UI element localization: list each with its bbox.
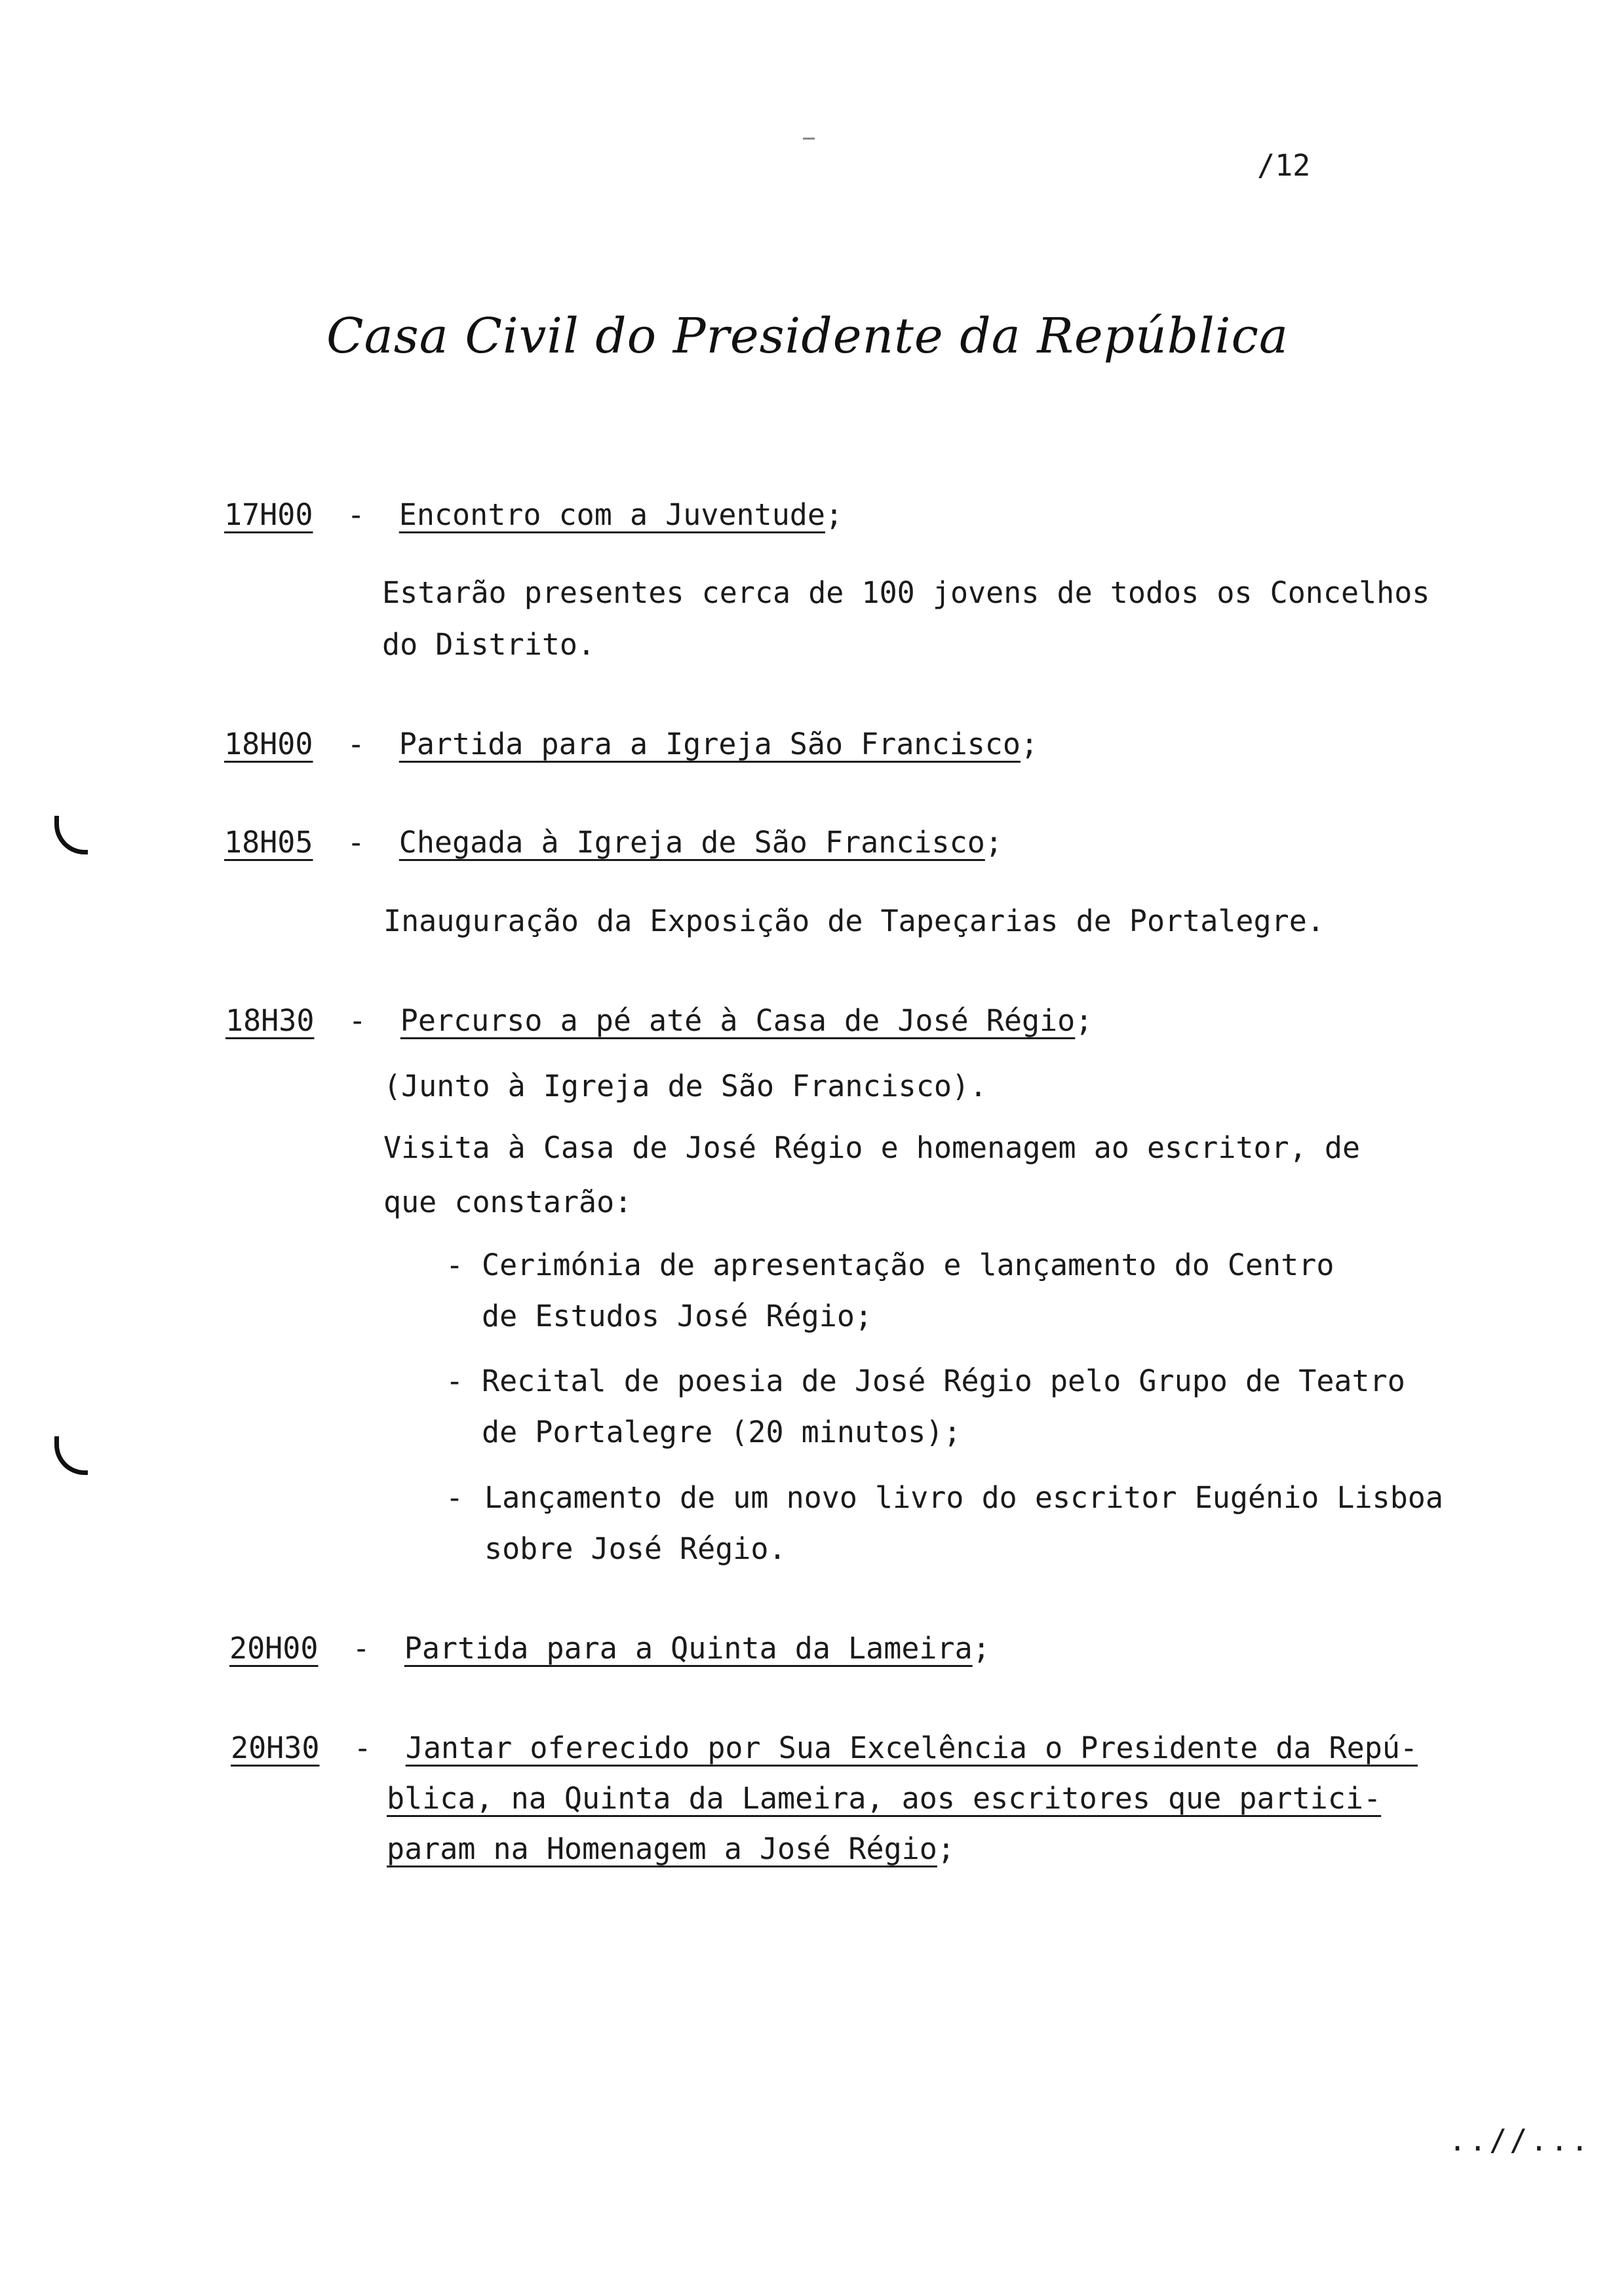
entry-title-line: Jantar oferecido por Sua Excelência o Presidente da Repú-	[405, 1731, 1418, 1765]
entry-terminator: ;	[937, 1831, 955, 1866]
list-item-bullet: -	[446, 1364, 464, 1398]
list-item-line: Cerimónia de apresentação e lançamento do Centro	[482, 1248, 1334, 1282]
list-item-line: sobre José Régio.	[484, 1531, 787, 1566]
letterhead: Casa Civil do Presidente da República	[326, 308, 1289, 364]
entry-time: 18H30	[225, 1003, 315, 1038]
list-item-bullet: -	[446, 1480, 464, 1515]
scan-artifact	[803, 138, 815, 140]
list-item-line: de Estudos José Régio;	[482, 1299, 873, 1333]
entry-title-line: param na Homenagem a José Régio	[387, 1831, 937, 1866]
entry-time: 17H00	[224, 497, 313, 532]
entry-title: Partida para a Igreja São Francisco	[399, 727, 1021, 761]
entry-detail-line: Visita à Casa de José Régio e homenagem ao escritor, de	[383, 1130, 1361, 1165]
schedule-entry-17h00	[224, 497, 844, 532]
list-item-line: Lançamento de um novo livro do escritor Eugénio Lisboa	[484, 1480, 1443, 1515]
margin-check-mark	[54, 1436, 88, 1475]
list-item-line: Recital de poesia de José Régio pelo Grupo de Teatro	[482, 1364, 1405, 1398]
margin-check-mark	[54, 816, 88, 854]
entry-title: Chegada à Igreja de São Francisco	[399, 825, 985, 860]
entry-separator: -	[347, 825, 365, 860]
entry-time: 20H00	[229, 1631, 319, 1666]
entry-separator: -	[353, 1731, 372, 1765]
entry-detail-line: do Distrito.	[382, 627, 596, 662]
page-number: /12	[1257, 148, 1311, 183]
schedule-entry-20h00	[229, 1631, 990, 1666]
entry-time: 18H00	[224, 727, 313, 761]
schedule-entry-18h05	[224, 825, 1003, 860]
schedule-entry-18h00	[224, 729, 1038, 759]
entry-terminator: ;	[825, 497, 844, 532]
continuation-marker: ..//...	[1449, 2123, 1591, 2158]
entry-separator: -	[347, 497, 365, 532]
entry-time: 20H30	[231, 1731, 320, 1765]
entry-title: Partida para a Quinta da Lameira	[404, 1631, 973, 1666]
entry-detail-line: Estarão presentes cerca de 100 jovens de todos os Concelhos	[382, 575, 1430, 610]
schedule-entry-18h30	[225, 1003, 1093, 1038]
entry-title: Encontro com a Juventude	[399, 497, 825, 532]
entry-detail-line: que constarão:	[383, 1185, 632, 1219]
entry-terminator: ;	[972, 1631, 990, 1666]
entry-time: 18H05	[224, 825, 313, 860]
list-item-bullet: -	[446, 1248, 464, 1282]
entry-title-line: blica, na Quinta da Lameira, aos escritores que partici-	[387, 1781, 1382, 1816]
entry-terminator: ;	[1020, 727, 1039, 761]
entry-separator: -	[352, 1631, 370, 1666]
list-item-line: de Portalegre (20 minutos);	[482, 1415, 962, 1449]
entry-detail-line: (Junto à Igreja de São Francisco).	[383, 1069, 988, 1103]
entry-terminator: ;	[984, 825, 1003, 860]
entry-title: Percurso a pé até à Casa de José Régio	[400, 1003, 1076, 1038]
entry-separator: -	[347, 727, 365, 761]
entry-detail-line: Inauguração da Exposição de Tapeçarias de Portalegre.	[383, 904, 1325, 938]
entry-title-wrap	[387, 1831, 955, 1866]
entry-terminator: ;	[1075, 1003, 1093, 1038]
entry-separator: -	[348, 1003, 366, 1038]
schedule-entry-20h30	[231, 1733, 1418, 1763]
